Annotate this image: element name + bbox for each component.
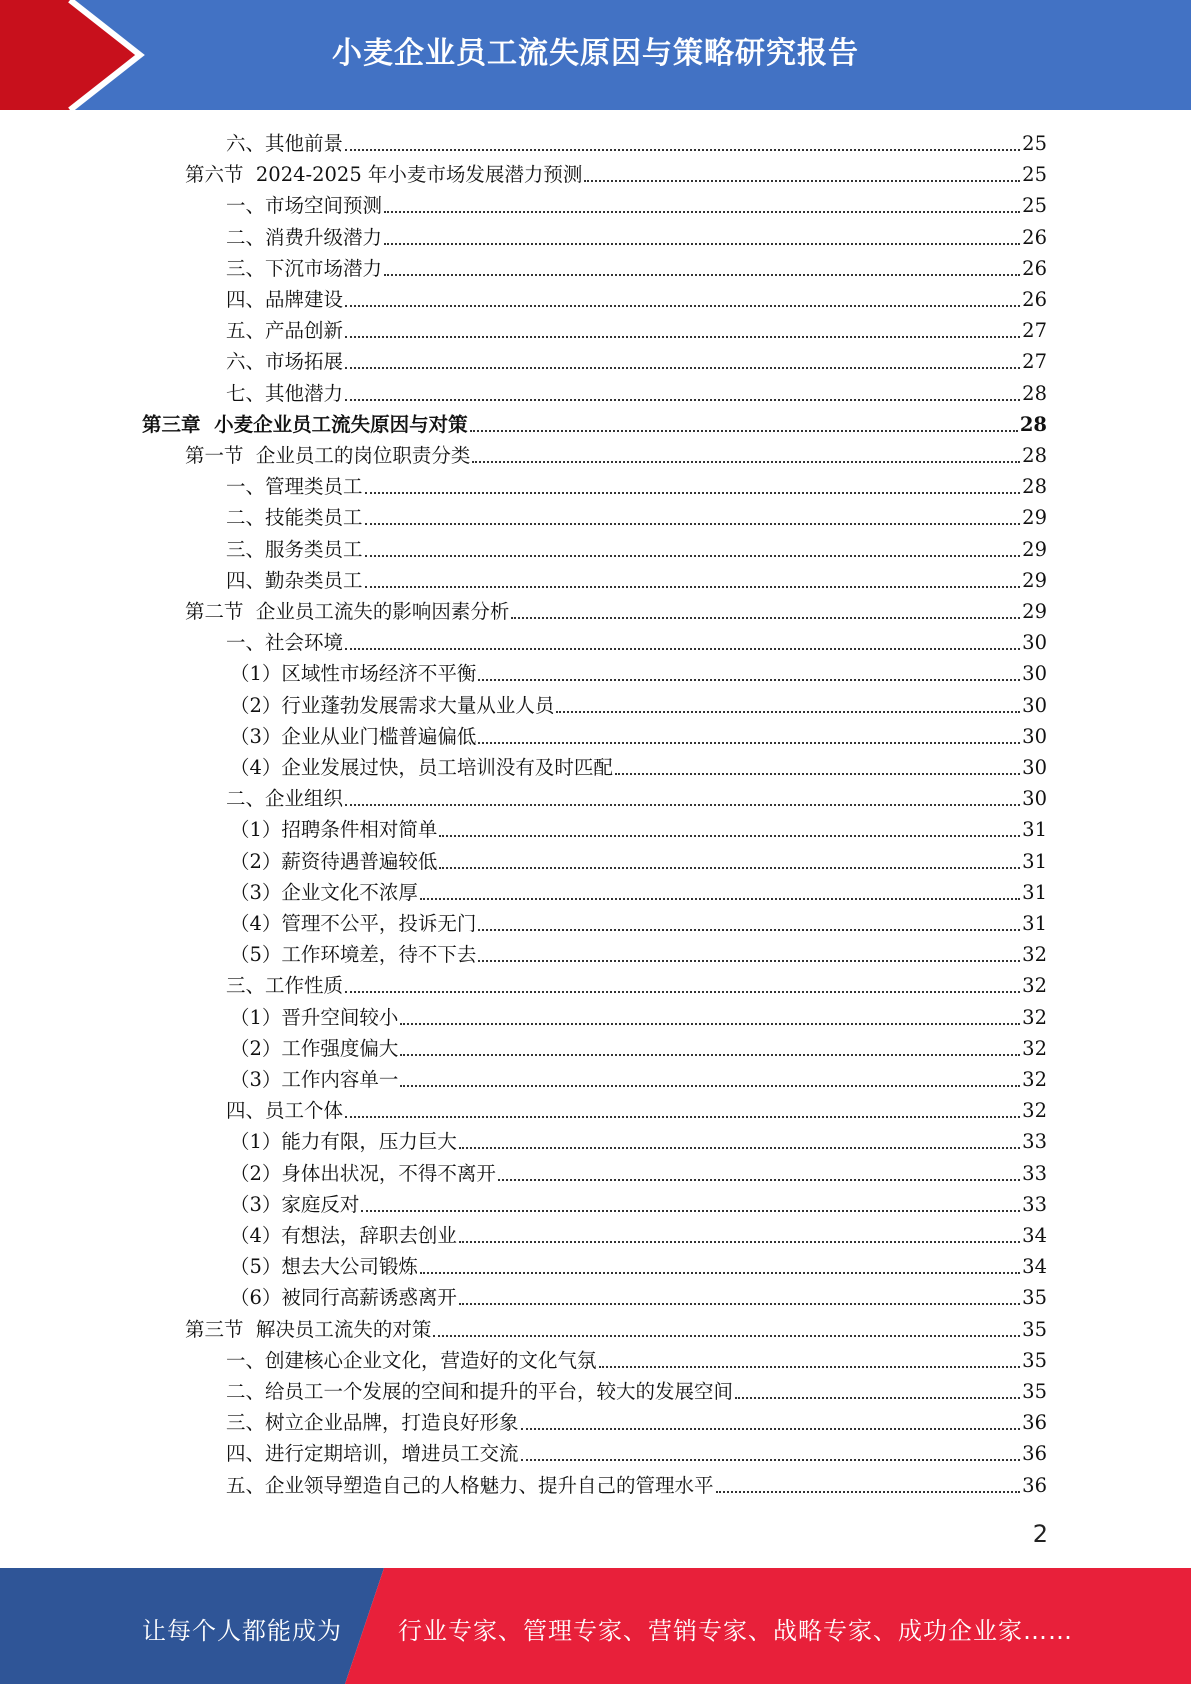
- toc-leader-dots: [345, 991, 1020, 993]
- toc-entry-page: 26: [1022, 256, 1047, 280]
- toc-entry-title: 三、树立企业品牌，打造良好形象: [226, 1411, 519, 1435]
- toc-entry-page: 31: [1022, 880, 1047, 904]
- toc-leader-dots: [478, 929, 1020, 931]
- toc-leader-dots: [420, 898, 1020, 900]
- toc-entry-title: 五、企业领导塑造自己的人格魅力、提升自己的管理水平: [226, 1473, 714, 1497]
- toc-leader-dots: [472, 461, 1020, 463]
- toc-leader-dots: [615, 773, 1020, 775]
- toc-entry-page: 29: [1022, 600, 1047, 623]
- toc-leader-dots: [365, 555, 1021, 557]
- toc-leader-dots: [384, 211, 1020, 213]
- toc-entry-title: 一、市场空间预测: [226, 194, 383, 218]
- toc-entry-page: 35: [1022, 1286, 1047, 1310]
- toc-entry[interactable]: [230, 1002, 1047, 1033]
- toc-entry-page: 27: [1022, 350, 1047, 374]
- toc-entry-title: 一、管理类员工: [226, 475, 363, 499]
- toc-entry-page: 25: [1022, 194, 1047, 218]
- toc-entry[interactable]: [226, 970, 1047, 1001]
- toc-entry-page: 26: [1022, 225, 1047, 249]
- toc-entry-page: 31: [1022, 912, 1047, 935]
- toc-entry[interactable]: [226, 502, 1047, 533]
- toc-entry-page: 30: [1022, 662, 1047, 686]
- toc-entry-title: （1）能力有限，压力巨大: [230, 1130, 457, 1154]
- toc-entry-title: 第二节 企业员工流失的影响因素分析: [185, 600, 510, 623]
- toc-entry[interactable]: [230, 1126, 1047, 1157]
- toc-entry[interactable]: [142, 409, 1047, 440]
- toc-leader-dots: [584, 180, 1020, 182]
- toc-entry-page: 30: [1022, 787, 1047, 811]
- toc-entry-title: （1）区域性市场经济不平衡: [230, 662, 477, 686]
- toc-entry[interactable]: [226, 534, 1047, 565]
- toc-leader-dots: [345, 648, 1020, 650]
- toc-entry[interactable]: [230, 814, 1047, 845]
- toc-entry-page: 35: [1022, 1380, 1047, 1403]
- toc-leader-dots: [478, 742, 1020, 744]
- toc-entry[interactable]: [226, 1345, 1047, 1376]
- toc-entry-title: 第三章 小麦企业员工流失原因与对策: [142, 412, 468, 436]
- toc-entry[interactable]: [230, 752, 1047, 783]
- toc-entry-page: 29: [1022, 506, 1047, 530]
- toc-entry-page: 30: [1022, 756, 1047, 779]
- toc-leader-dots: [439, 835, 1020, 837]
- toc-entry[interactable]: [230, 721, 1047, 752]
- toc-entry[interactable]: [226, 471, 1047, 502]
- footer-slogan-left: 让每个人都能成为: [142, 1617, 342, 1645]
- toc-entry[interactable]: [230, 939, 1047, 970]
- toc-leader-dots: [459, 1147, 1020, 1149]
- toc-leader-dots: [735, 1397, 1020, 1399]
- footer-slogan-right: 行业专家、管理专家、营销专家、战略专家、成功企业家……: [398, 1617, 1073, 1645]
- toc-entry-page: 31: [1022, 849, 1047, 873]
- toc-entry[interactable]: [185, 1314, 1047, 1345]
- toc-entry[interactable]: [226, 1407, 1047, 1438]
- toc-leader-dots: [384, 243, 1020, 245]
- toc-entry[interactable]: [185, 596, 1047, 627]
- toc-leader-dots: [556, 711, 1020, 713]
- toc-entry[interactable]: [230, 690, 1047, 721]
- toc-entry[interactable]: [226, 128, 1047, 159]
- toc-entry[interactable]: [226, 783, 1047, 814]
- toc-entry[interactable]: [226, 627, 1047, 658]
- toc-entry-page: 36: [1022, 1473, 1047, 1497]
- toc-entry-title: 第三节 解决员工流失的对策: [185, 1317, 432, 1341]
- page-number: 2: [1032, 1520, 1048, 1548]
- toc-entry[interactable]: [230, 1033, 1047, 1064]
- toc-leader-dots: [521, 1428, 1021, 1430]
- toc-entry[interactable]: [185, 440, 1047, 471]
- toc-entry[interactable]: [230, 1282, 1047, 1313]
- toc-entry-page: 28: [1019, 412, 1047, 436]
- toc-leader-dots: [361, 1210, 1020, 1212]
- toc-entry-page: 32: [1022, 1005, 1047, 1029]
- toc-leader-dots: [511, 617, 1020, 619]
- toc-leader-dots: [521, 1459, 1021, 1461]
- toc-entry-title: 四、品牌建设: [226, 288, 344, 311]
- toc-entry-title: （2）工作强度偏大: [230, 1036, 399, 1060]
- toc-leader-dots: [345, 367, 1020, 369]
- toc-leader-dots: [478, 679, 1020, 681]
- toc-entry[interactable]: [226, 284, 1047, 315]
- toc-entry-page: 28: [1022, 444, 1047, 467]
- toc-entry-title: 五、产品创新: [226, 319, 344, 343]
- toc-entry[interactable]: [230, 1158, 1047, 1189]
- toc-entry-title: （4）企业发展过快，员工培训没有及时匹配: [230, 756, 613, 779]
- toc-entry[interactable]: [226, 190, 1047, 221]
- toc-entry-title: 六、市场拓展: [226, 350, 344, 374]
- toc-entry-page: 28: [1022, 381, 1047, 405]
- toc-leader-dots: [459, 1303, 1020, 1305]
- toc-leader-dots: [345, 149, 1020, 151]
- toc-entry-title: 二、技能类员工: [226, 506, 363, 530]
- toc-entry-page: 30: [1022, 693, 1047, 717]
- toc-leader-dots: [478, 960, 1020, 962]
- toc-leader-dots: [345, 305, 1020, 307]
- toc-entry-title: （3）企业从业门槛普遍偏低: [230, 724, 477, 748]
- toc-entry-page: 30: [1022, 631, 1047, 655]
- toc-entry-title: 二、给员工一个发展的空间和提升的平台，较大的发展空间: [226, 1380, 734, 1403]
- toc-entry-page: 31: [1022, 818, 1047, 842]
- toc-entry-title: 七、其他潜力: [226, 381, 344, 405]
- toc-entry-title: （1）招聘条件相对简单: [230, 818, 438, 842]
- toc-entry-page: 36: [1022, 1442, 1047, 1466]
- toc-leader-dots: [400, 1023, 1020, 1025]
- toc-entry-title: 第一节 企业员工的岗位职责分类: [185, 444, 471, 467]
- toc-entry-page: 28: [1022, 475, 1047, 499]
- toc-leader-dots: [345, 399, 1020, 401]
- toc-entry-title: （3）工作内容单一: [230, 1068, 399, 1091]
- toc-leader-dots: [365, 492, 1021, 494]
- toc-entry[interactable]: [230, 1251, 1047, 1282]
- toc-leader-dots: [433, 1335, 1020, 1337]
- toc-entry-title: 六、其他前景: [226, 132, 344, 155]
- toc-leader-dots: [400, 1054, 1020, 1056]
- toc-entry[interactable]: [230, 658, 1047, 689]
- toc-entry[interactable]: [226, 315, 1047, 346]
- toc-entry-title: 一、社会环境: [226, 631, 344, 655]
- toc-entry-title: 二、消费升级潜力: [226, 225, 383, 249]
- toc-entry-title: 四、进行定期培训，增进员工交流: [226, 1442, 519, 1466]
- toc-entry[interactable]: [230, 1189, 1047, 1220]
- toc-entry[interactable]: [230, 908, 1047, 939]
- toc-leader-dots: [365, 523, 1021, 525]
- toc-entry-title: 一、创建核心企业文化，营造好的文化气氛: [226, 1348, 597, 1372]
- toc-entry-page: 32: [1022, 1099, 1047, 1123]
- toc-entry[interactable]: [226, 222, 1047, 253]
- toc-leader-dots: [420, 1272, 1020, 1274]
- toc-entry-page: 25: [1022, 132, 1047, 155]
- toc-entry[interactable]: [226, 1438, 1047, 1469]
- toc-entry-title: （3）企业文化不浓厚: [230, 880, 418, 904]
- toc-entry-title: 三、下沉市场潜力: [226, 256, 383, 280]
- toc-entry-title: （3）家庭反对: [230, 1192, 360, 1216]
- toc-entry-title: （2）身体出状况，不得不离开: [230, 1161, 496, 1185]
- header-title: 小麦企业员工流失原因与策略研究报告: [332, 36, 859, 71]
- toc-entry[interactable]: [226, 1376, 1047, 1407]
- toc-entry-page: 30: [1022, 724, 1047, 748]
- toc-entry-title: （5）工作环境差，待不下去: [230, 943, 477, 967]
- toc-entry-page: 27: [1022, 319, 1047, 343]
- toc-entry[interactable]: [226, 1095, 1047, 1126]
- toc-leader-dots: [400, 1085, 1020, 1087]
- toc-entry-page: 36: [1022, 1411, 1047, 1435]
- toc-entry-title: （4）管理不公平，投诉无门: [230, 912, 477, 935]
- toc-entry[interactable]: [230, 1064, 1047, 1095]
- toc-entry[interactable]: [230, 846, 1047, 877]
- toc-entry-page: 32: [1022, 1036, 1047, 1060]
- toc-leader-dots: [459, 1241, 1020, 1243]
- toc-entry-page: 33: [1022, 1192, 1047, 1216]
- toc-entry-page: 29: [1022, 568, 1047, 592]
- toc-leader-dots: [365, 586, 1021, 588]
- toc-entry-title: （2）薪资待遇普遍较低: [230, 849, 438, 873]
- toc-leader-dots: [345, 1116, 1020, 1118]
- toc-entry[interactable]: [226, 346, 1047, 377]
- toc-entry-page: 33: [1022, 1130, 1047, 1154]
- toc-entry-title: 四、员工个体: [226, 1099, 344, 1123]
- toc-leader-dots: [498, 1179, 1020, 1181]
- toc-entry[interactable]: [185, 159, 1047, 190]
- toc-entry-title: （6）被同行高薪诱惑离开: [230, 1286, 457, 1310]
- toc-entry-title: 三、服务类员工: [226, 537, 363, 561]
- toc-entry-page: 32: [1022, 943, 1047, 967]
- toc-entry-page: 32: [1022, 1068, 1047, 1091]
- page-footer: [0, 1568, 1191, 1684]
- toc-entry-title: （2）行业蓬勃发展需求大量从业人员: [230, 693, 555, 717]
- toc-leader-dots: [384, 274, 1020, 276]
- toc-entry-title: 二、企业组织: [226, 787, 344, 811]
- toc-entry-page: 34: [1022, 1255, 1047, 1279]
- toc-entry-page: 33: [1022, 1161, 1047, 1185]
- toc-leader-dots: [716, 1491, 1021, 1493]
- toc-entry-title: （4）有想法，辞职去创业: [230, 1224, 457, 1247]
- toc-entry-page: 35: [1022, 1317, 1047, 1341]
- toc-entry-page: 25: [1022, 163, 1047, 187]
- toc-entry-title: 四、勤杂类员工: [226, 568, 363, 592]
- toc-entry-page: 32: [1022, 974, 1047, 998]
- toc-leader-dots: [470, 430, 1018, 432]
- toc-entry-page: 26: [1022, 288, 1047, 311]
- toc-entry-page: 29: [1022, 537, 1047, 561]
- toc-entry[interactable]: [226, 253, 1047, 284]
- toc-leader-dots: [599, 1366, 1021, 1368]
- toc-entry-page: 35: [1022, 1348, 1047, 1372]
- toc-entry[interactable]: [230, 877, 1047, 908]
- toc-entry[interactable]: [226, 1470, 1047, 1501]
- toc-leader-dots: [345, 804, 1020, 806]
- toc-entry[interactable]: [226, 565, 1047, 596]
- toc-entry[interactable]: [230, 1220, 1047, 1251]
- toc-entry-page: 34: [1022, 1224, 1047, 1247]
- toc-entry-title: 三、工作性质: [226, 974, 344, 998]
- page-header: [0, 0, 1191, 110]
- toc-entry-title: （1）晋升空间较小: [230, 1005, 399, 1029]
- toc-leader-dots: [345, 336, 1020, 338]
- toc-leader-dots: [439, 867, 1020, 869]
- toc-entry-title: 第六节 2024-2025 年小麦市场发展潜力预测: [185, 163, 583, 187]
- toc-entry[interactable]: [226, 378, 1047, 409]
- toc-entry-title: （5）想去大公司锻炼: [230, 1255, 418, 1279]
